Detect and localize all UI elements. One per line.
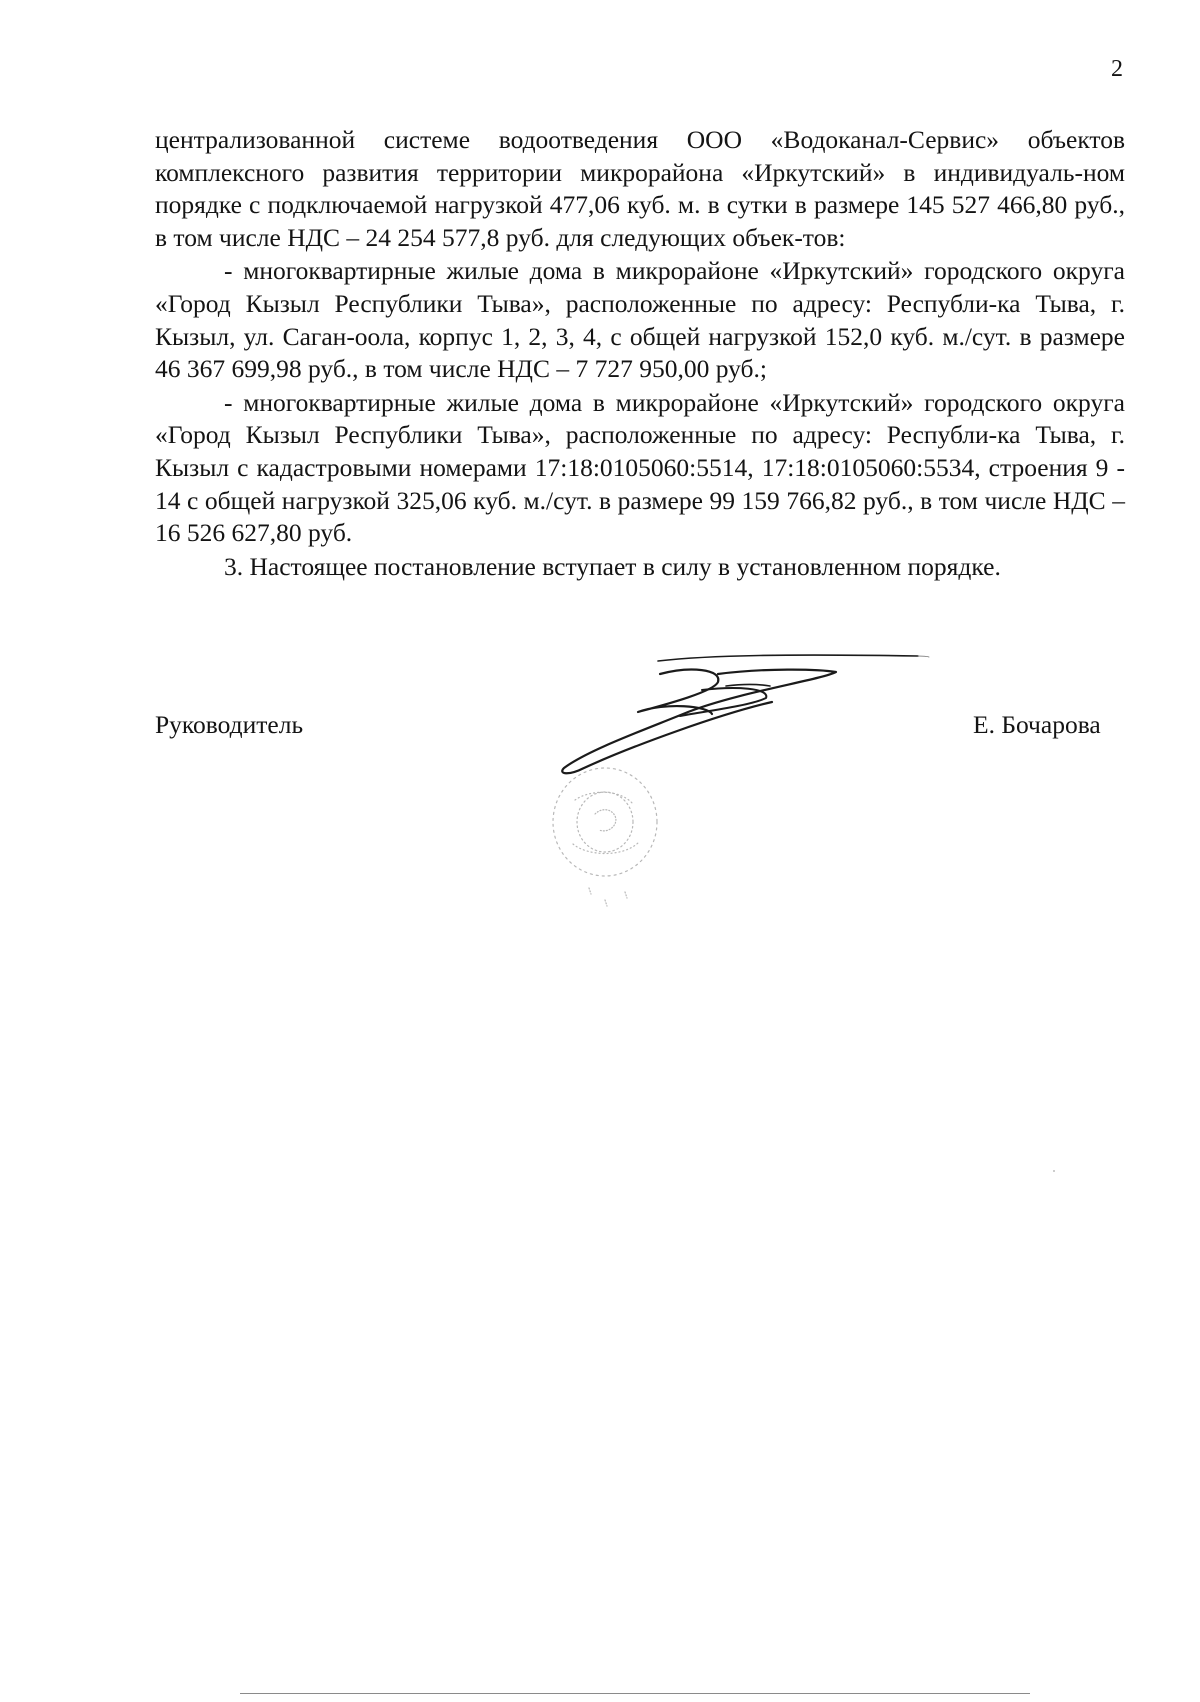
signer-title: Руководитель bbox=[155, 710, 304, 739]
scan-speck bbox=[1053, 1170, 1055, 1172]
page-number: 2 bbox=[1111, 56, 1123, 82]
official-seal bbox=[545, 760, 685, 920]
paragraph-item-cadastral: - многоквартирные жилые дома в микрорайоне «Иркутский» городского округа «Город Кызыл Республики Тыва», расположенные по адресу: Республи-ка Тыва, г. Кызыл с кадастровыми номерами 17:18:0105060:5514, 17:18:0105060:5534, строения 9 - 14 с общей нагрузкой 325,06 куб. м./сут. в размере 99 159 766,82 руб., в том числе НДС – 16 526 627,80 руб. bbox=[155, 387, 1125, 548]
page-bottom-edge-line bbox=[240, 1693, 1030, 1694]
signer-name: Е. Бочарова bbox=[973, 710, 1101, 739]
paragraph-item-saganoola: - многоквартирные жилые дома в микрорайоне «Иркутский» городского округа «Город Кызыл Республики Тыва», расположенные по адресу: Республи-ка Тыва, г. Кызыл, ул. Саган-оола, корпус 1, 2, 3, 4, с общей нагрузкой 152,0 куб. м./сут. в размере 46 367 699,98 руб., в том числе НДС – 7 727 950,00 руб.; bbox=[155, 256, 1125, 384]
paragraph-effective-clause: 3. Настоящее постановление вступает в силу в установленном порядке. bbox=[224, 551, 1001, 581]
paragraph-continuation: централизованной системе водоотведения ООО «Водоканал-Сервис» объектов комплексного развития территории микрорайона «Иркутский» в индивидуаль-ном порядке с подключаемой нагрузкой 477,06 куб. м. в сутки в размере 145 527 466,80 руб., в том числе НДС – 24 254 577,8 руб. для следующих объек-тов: bbox=[155, 125, 1125, 252]
document-body bbox=[155, 124, 1125, 583]
